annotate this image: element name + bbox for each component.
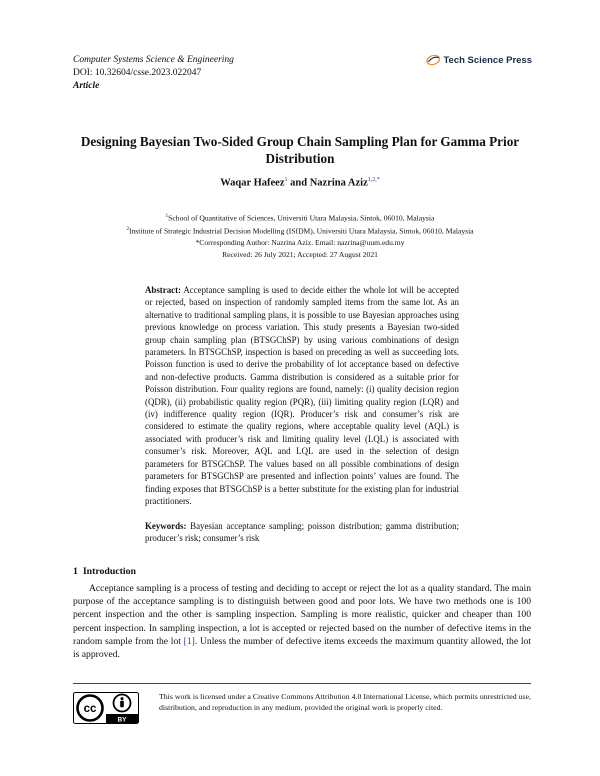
section-title: Introduction: [82, 566, 136, 577]
affiliation-sup: 1: [165, 214, 169, 219]
abstract-label: Abstract:: [145, 285, 181, 295]
article-type: Article: [73, 81, 100, 91]
affiliation-text: Institute of Strategic Industrial Decision Modelling (ISIDM), Universiti Utara Malaysia, Sintok, 06010, Malaysia: [128, 226, 474, 236]
svg-text:cc: cc: [83, 703, 97, 716]
author-name: Waqar Hafeez: [220, 177, 285, 189]
publisher-name: Tech Science Press: [443, 54, 532, 66]
paper-title: Designing Bayesian Two-Sided Group Chain Sampling Plan for Gamma Prior Distribution: [80, 134, 520, 166]
received-accepted-dates: Received: 26 July 2021; Accepted: 27 August 2021: [222, 249, 378, 259]
author-name: Nazrina Aziz: [309, 177, 368, 189]
affiliations: [40, 211, 560, 260]
doi[interactable]: DOI: 10.32604/csse.2023.022047: [73, 68, 202, 78]
section-heading: [73, 566, 136, 577]
author-joiner: and: [290, 177, 308, 189]
keywords-label: Keywords:: [145, 521, 187, 531]
affiliation-text: School of Quantitative of Sciences, Universiti Utara Malaysia, Sintok, 06010, Malaysia: [168, 213, 435, 223]
license-text: This work is licensed under a Creative Commons Attribution 4.0 International License, which permits unrestricted use, distribution, and reproduction in any medium, provided the original work is properly cited.: [159, 692, 531, 712]
intro-text-end: . Unless the number of defective items exceeds the maximum quantity allowed, the lot is approved.: [73, 635, 531, 661]
journal-name: Computer Systems Science & Engineering: [73, 55, 234, 65]
section-number: 1: [73, 566, 78, 577]
keywords: [145, 520, 459, 545]
author-affiliation-sup: 1: [284, 177, 288, 183]
abstract-text: Acceptance sampling is used to decide either the whole lot will be accepted or rejected, based on inspection of randomly sampled items from the same lot. As an alternative to traditional sampling plans, it is possible to use Bayesian approaches using previous knowledge on process variation. This study presents a Bayesian two-sided group chain sampling plan (BTSGChSP) by using various combinations of design parameters. In BTSGChSP, inspection is based on preceding as well as succeeding lots. Poisson function is used to derive the probability of lot acceptance based on defective and non-defective products. Gamma distribution is considered as a suitable prior for Poisson distribution. Four quality regions are found, namely: (i) quality decision region (QDR), (ii) probabilistic quality region (PQR), (iii) limiting quality region (LQR) and (iv) indifference quality region (IQR). Producer’s risk and consumer’s risk are considered to estimate the quality regions, where acceptable quality level (AQL) is associated with producer’s risk and limiting quality level (LQL) is associated with consumer’s risk. Moreover, AQL and LQL are used in the selection of design parameters for BTSGChSP. The values based on all possible combinations of design parameters for BTSGChSP are presented and inflection points’ values are found. The finding exposes that BTSGChSP is a better substitute for the existing plan for industrial practitioners.: [145, 285, 459, 506]
author-list: [0, 177, 600, 189]
citation-link[interactable]: [1]: [183, 635, 195, 647]
keywords-text: Bayesian acceptance sampling; poisson distribution; gamma distribution; producer’s risk; consumer’s risk: [145, 521, 460, 544]
author-affiliation-sup: 1,2,*: [367, 177, 380, 183]
publisher-logo: [426, 53, 532, 67]
abstract: [145, 284, 459, 507]
footer-divider: [73, 683, 531, 684]
affiliation-1: [40, 211, 560, 224]
cc-by-license-icon[interactable]: [73, 692, 139, 724]
affiliation-sup: 2: [126, 227, 129, 233]
corresponding-author: *Corresponding Author: Nazrina Aziz. Email: nazrina@uum.edu.my: [195, 238, 405, 248]
affiliation-2: [40, 224, 560, 237]
cc-by-label: BY: [117, 716, 127, 724]
tech-science-press-icon: [426, 53, 440, 67]
intro-paragraph: [73, 582, 531, 661]
page-header: [73, 54, 234, 93]
intro-text: Acceptance sampling is a process of testing and deciding to accept or reject the lot as a quality standard. The main purpose of the acceptance sampling is to distinguish between good and poor lots. We have two methods one is 100 percent inspection and the other is sampling inspection. Sampling is more realistic, quicker and cheaper than 100 percent inspection. In sampling inspection, a lot is accepted or rejected based on the number of defective items in the random sample from the lot: [73, 583, 531, 647]
